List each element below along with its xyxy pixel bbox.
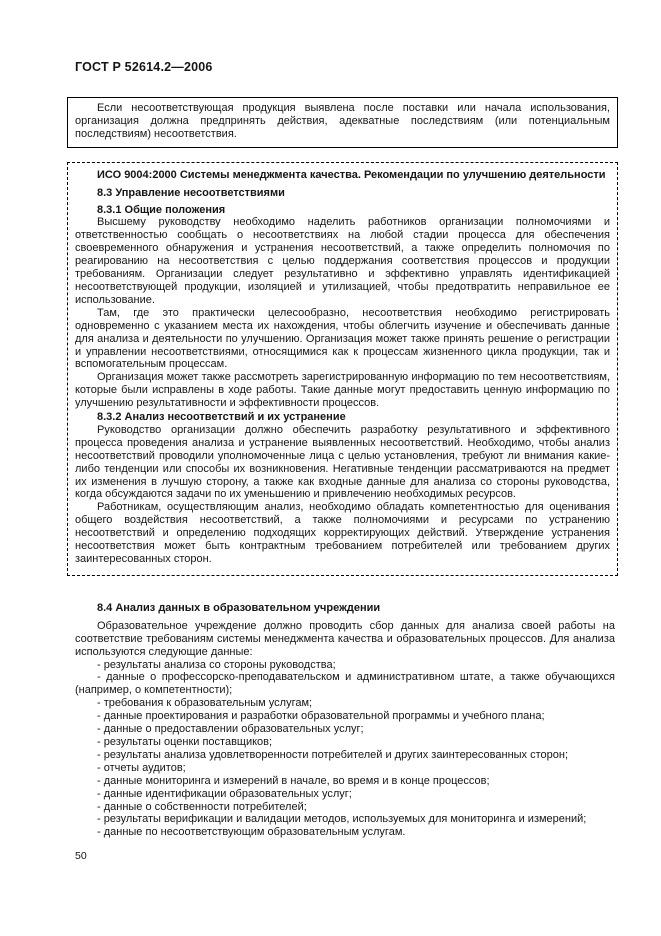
document-code: ГОСТ Р 52614.2—2006 [75, 60, 213, 74]
section-8-3-2-paragraph: Работникам, осуществляющим анализ, необходимо обладать компетентностью для оценивания общего воздействия несоответствий, а также полномочиями и ресурсами по устранению несоответствий и определению подходящих корректирующих действий. Утверждение устранения несоответствия может быть контрактным требованием потребителей или требованием других заинтересованных сторон. [75, 501, 610, 565]
list-item: - данные мониторинга и измерений в начале, во время и в конце процессов; [97, 774, 490, 787]
section-8-4-heading: 8.4 Анализ данных в образовательном учреждении [97, 601, 381, 614]
list-item: - данные проектирования и разработки образовательной программы и учебного плана; [97, 710, 545, 723]
section-8-3-heading: 8.3 Управление несоответствиями [97, 186, 285, 199]
iso-excerpt-box [67, 162, 618, 576]
list-item: - результаты верификации и валидации методов, используемых для мониторинга и измерений; [97, 813, 587, 826]
section-8-4-intro: Образовательное учреждение должно проводить сбор данных для анализа своей работы на соответствие требованиям системы менеджмента качества и образовательных процессов. Для анализа используются следующие данные: [75, 619, 615, 658]
note-box [67, 97, 618, 148]
page-number: 50 [75, 850, 87, 862]
list-item: - данные идентификации образовательных услуг; [97, 787, 352, 800]
section-8-3-1-paragraph: Высшему руководству необходимо наделить работников организации полномочиями и ответственностью сообщать о несоответствиях на любой стадии процесса для обеспечения своевременного обнаружения и устранения несоответствий, а также определить полномочия по реагированию на несоответствия с целью поддержания соответствия процессов и продукции требованиям. Организации следует результативно и эффективно управлять идентификацией несоответствующей продукции, изоляцией и утилизацией, чтобы предотвратить неправильное ее использование. [75, 216, 610, 306]
list-item: - требования к образовательным услугам; [97, 697, 313, 710]
list-item: - результаты оценки поставщиков; [97, 735, 273, 748]
section-8-3-2-heading: 8.3.2 Анализ несоответствий и их устранение [97, 411, 346, 424]
section-8-3-1-paragraph: Там, где это практически целесообразно, несоответствия необходимо регистрировать одновременно с указанием места их нахождения, чтобы облегчить изучение и обеспечивать данные для анализа и деятельности по улучшению. Организация может также принять решение о регистрации и управлении несоответствиями, относящимися как к процессам жизненного цикла продукции, так и вспомогательным процессам. [75, 306, 610, 371]
section-8-3-2-paragraph: Руководство организации должно обеспечить разработку результативного и эффективного процесса проведения анализа и устранение выявленных несоответствий. Необходимо, чтобы анализ несоответствий проводили уполномоченные лица с целью установления, требуют ли внимания какие-либо тенденции или способы их возникновения. Негативные тенденции рассматриваются на предмет их изменения в лучшую сторону, а также как входные данные для анализа со стороны руководства, когда обсуждаются задачи по их уменьшению и привлечению необходимых ресурсов. [75, 423, 610, 501]
section-8-4 [75, 602, 615, 839]
list-item: - данные по несоответствующим образовательным услугам. [97, 826, 406, 839]
list-item: - данные о предоставлении образовательных услуг; [97, 723, 364, 736]
list-item: - данные о профессорско-преподавательском и административном штате, а также обучающихся (например, о компетентности); [75, 671, 615, 697]
list-item: - отчеты аудитов; [97, 761, 186, 774]
list-item: - результаты анализа удовлетворенности потребителей и других заинтересованных сторон; [97, 748, 569, 761]
note-box-text: Если несоответствующая продукция выявлена после поставки или начала использования, организация должна предпринять действия, адекватные последствиям (или потенциальным последствиям) несоответствия. [75, 102, 610, 140]
section-8-3-1-heading: 8.3.1 Общие положения [97, 203, 226, 216]
section-8-3-1-paragraph: Организация может также рассмотреть зарегистрированную информацию по тем несоответствиям, которые были исправлены в ходе работы. Такие данные могут предоставить ценную информацию по улучшению результативности и эффективности процессов. [75, 371, 610, 410]
list-item: - данные о собственности потребителей; [97, 800, 307, 813]
list-item: - результаты анализа со стороны руководства; [97, 658, 336, 671]
iso-standard-title: ИСО 9004:2000 Системы менеджмента качества. Рекомендации по улучшению деятельности [97, 168, 606, 181]
